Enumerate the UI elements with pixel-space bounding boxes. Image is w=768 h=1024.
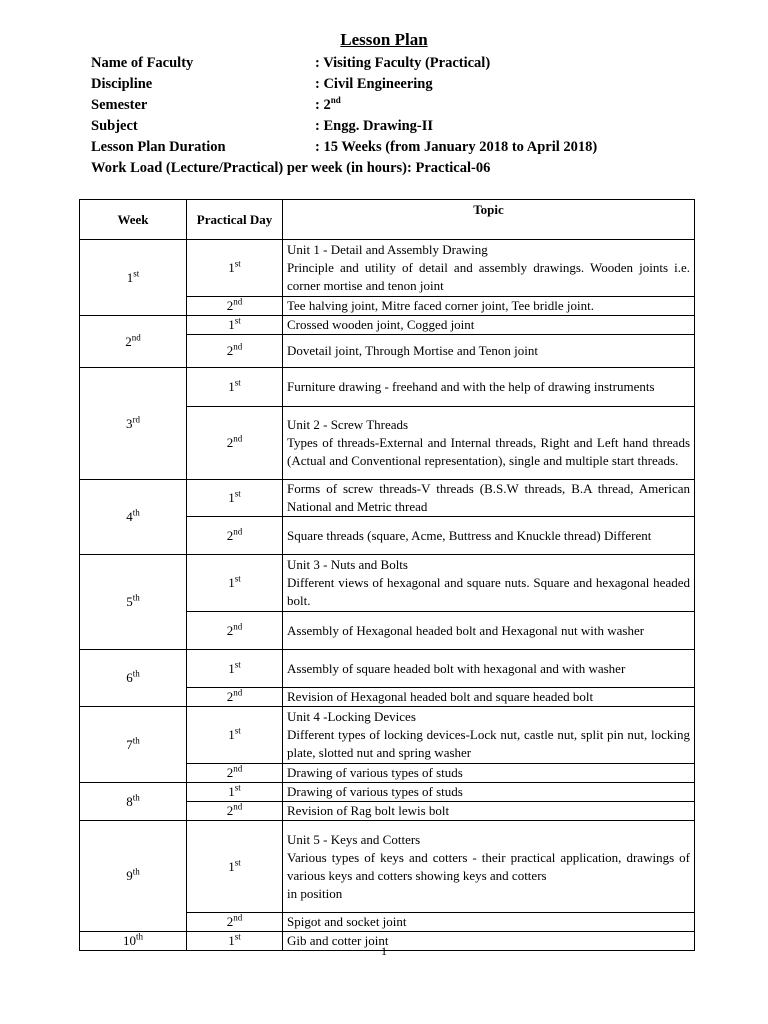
table-row [80,316,695,335]
practical-day-cell: 1st [187,783,283,802]
week-cell: 4th [80,480,187,555]
topic-text: Square threads (square, Acme, Buttress and Knuckle thread) Different [287,527,652,543]
week-cell: 1st [80,240,187,316]
practical-day-cell: 1st [187,821,283,913]
topic-text: Different types of locking devices-Lock nut, castle nut, split pin nut, locking plate, slotted nut and spring washer [287,727,690,760]
week-cell: 5th [80,555,187,650]
topic-text: Unit 1 - Detail and Assembly Drawing [287,242,488,257]
topic-text: Revision of Rag bolt lewis bolt [287,803,450,818]
topic-cell [283,707,695,764]
topic-text: Crossed wooden joint, Cogged joint [287,317,475,332]
topic-text: Gib and cotter joint [287,933,389,948]
topic-text: Unit 4 -Locking Devices [287,709,416,724]
header-topic: Topic [283,200,695,240]
week-cell: 9th [80,821,187,932]
info-value: : Visiting Faculty (Practical) [315,55,491,71]
info-row [91,116,490,137]
info-row [91,137,598,158]
topic-text: Tee halving joint, Mitre faced corner joint, Tee bridle joint. [287,298,594,313]
topic-text: Assembly of square headed bolt with hexagonal and with washer [287,660,626,676]
topic-cell [283,802,695,821]
practical-day-cell: 2nd [187,407,283,480]
topic-text: Drawing of various types of studs [287,784,463,799]
table-row [80,240,695,297]
topic-text: Types of threads-External and Internal threads, Right and Left hand threads (Actual and Conventional representation), single and multiple start threads. [287,435,690,468]
header-week: Week [80,200,187,240]
practical-day-cell: 1st [187,368,283,407]
week-cell: 8th [80,783,187,821]
topic-cell [283,240,695,297]
topic-cell [283,612,695,650]
practical-day-cell: 1st [187,480,283,517]
practical-day-cell: 2nd [187,688,283,707]
topic-cell [283,650,695,688]
practical-day-cell: 2nd [187,612,283,650]
practical-day-cell: 2nd [187,764,283,783]
table-row [80,783,695,802]
practical-day-cell: 2nd [187,517,283,555]
practical-day-cell: 1st [187,240,283,297]
table-row [80,480,695,517]
page-number: 1 [381,944,387,958]
header-practical-day: Practical Day [187,200,283,240]
week-cell: 3rd [80,368,187,480]
topic-cell [283,555,695,612]
week-cell: 6th [80,650,187,707]
topic-cell [283,407,695,480]
topic-cell [283,764,695,783]
topic-text: Drawing of various types of studs [287,765,463,780]
week-cell: 2nd [80,316,187,368]
topic-text: Unit 2 - Screw Threads [287,417,409,432]
workload-line: Work Load (Lecture/Practical) per week (in hours): Practical-06 [91,160,491,176]
practical-day-cell: 1st [187,707,283,764]
info-label: Semester [91,97,148,113]
topic-text: Different views of hexagonal and square nuts. Square and hexagonal headed bolt. [287,575,690,608]
table-row [80,555,695,612]
info-value: : 15 Weeks (from January 2018 to April 2018) [315,139,598,155]
info-label: Subject [91,118,138,134]
practical-day-cell: 1st [187,932,283,951]
table-row [80,707,695,764]
info-label: Name of Faculty [91,55,194,71]
topic-text: Dovetail joint, Through Mortise and Tenon joint [287,343,538,358]
week-cell: 10th [80,932,187,951]
info-row [91,74,490,95]
topic-cell [283,335,695,368]
info-label: Lesson Plan Duration [91,139,226,155]
topic-cell [283,480,695,517]
table-row [80,368,695,407]
topic-text: Principle and utility of detail and assembly drawings. Wooden joints i.e. corner mortise and tenon joint [287,260,690,293]
topic-text: Spigot and socket joint [287,914,407,929]
info-value: : Civil Engineering [315,76,433,92]
practical-day-cell: 2nd [187,802,283,821]
week-cell: 7th [80,707,187,783]
topic-cell [283,913,695,932]
topic-text: Unit 3 - Nuts and Bolts [287,557,408,572]
info-label: Discipline [91,76,153,92]
table-row [80,821,695,913]
table-header-row [80,200,695,240]
practical-day-cell: 2nd [187,297,283,316]
topic-text: Forms of screw threads-V threads (B.S.W threads, B.A thread, American National and Metric thread [287,481,690,514]
topic-text: Various types of keys and cotters - their practical application, drawings of various keys and cotters showing keys and cotters [287,849,690,883]
topic-cell [283,517,695,555]
practical-day-cell: 1st [187,650,283,688]
topic-text: Revision of Hexagonal headed bolt and square headed bolt [287,689,594,704]
practical-day-cell: 1st [187,316,283,335]
topic-cell [283,368,695,407]
table-row [80,650,695,688]
document-title: Lesson Plan [340,30,428,49]
topic-text: in position [287,885,343,901]
topic-cell [283,316,695,335]
topic-text: Unit 5 - Keys and Cotters [287,831,421,847]
info-row [91,95,490,116]
info-value: : Engg. Drawing-II [315,118,434,134]
info-value: : 2nd [315,95,341,113]
topic-cell [283,821,695,913]
topic-cell [283,688,695,707]
practical-day-cell: 1st [187,555,283,612]
lesson-plan-table [79,199,695,951]
topic-text: Furniture drawing - freehand and with the help of drawing instruments [287,379,655,394]
info-row [91,53,490,74]
topic-text: Assembly of Hexagonal headed bolt and Hexagonal nut with washer [287,622,645,638]
practical-day-cell: 2nd [187,913,283,932]
topic-cell [283,297,695,316]
course-info [91,53,598,179]
practical-day-cell: 2nd [187,335,283,368]
topic-cell [283,783,695,802]
